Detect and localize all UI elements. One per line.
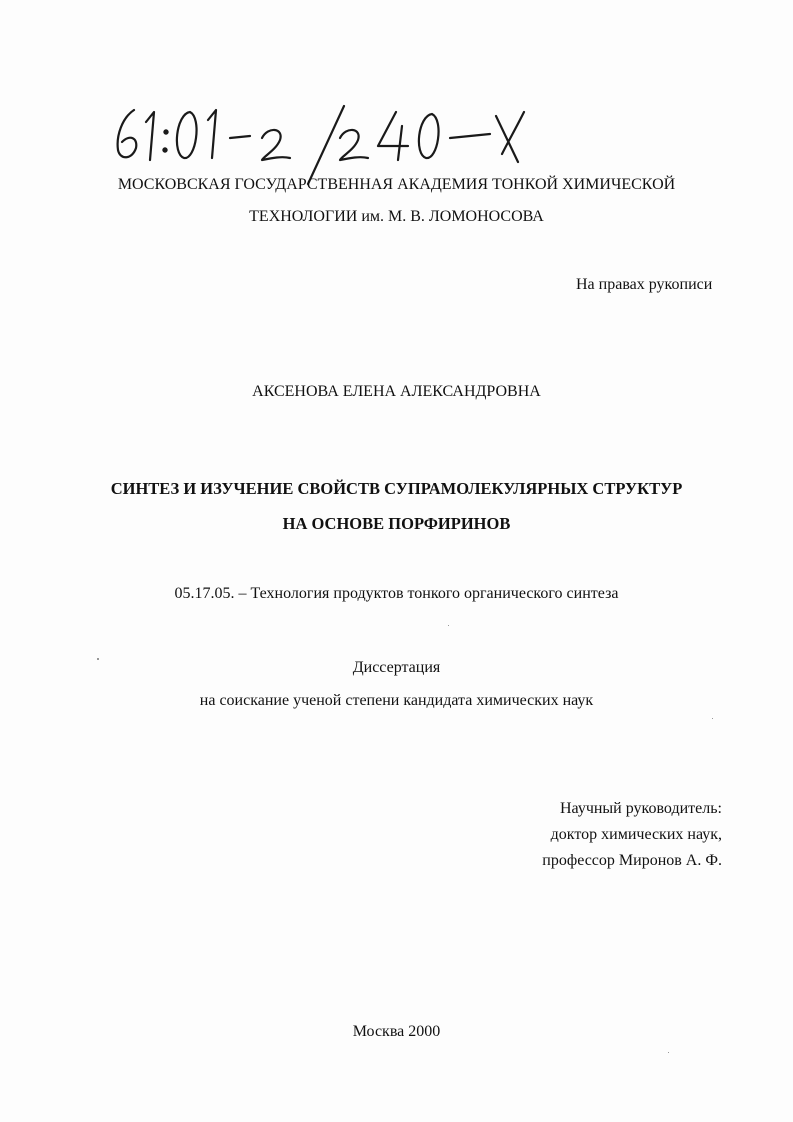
scan-speck [448, 625, 449, 626]
institution-line-2: ТЕХНОЛОГИИ им. М. В. ЛОМОНОСОВА [249, 208, 544, 225]
supervisor-degree: доктор химических наук, [550, 826, 722, 843]
supervisor-label: Научный руководитель: [559, 800, 722, 817]
specialty-code: 05.17.05. – Технология продуктов тонкого органического синтеза [174, 585, 619, 602]
scan-speck [668, 1052, 669, 1053]
supervisor-name: профессор Миронов А. Ф. [542, 852, 722, 869]
city-year: Москва 2000 [352, 1023, 441, 1040]
degree-description: на соискание ученой степени кандидата химических наук [199, 692, 594, 709]
scan-speck [97, 658, 99, 660]
thesis-title-line-2: НА ОСНОВЕ ПОРФИРИНОВ [282, 514, 511, 533]
institution-line-1: МОСКОВСКАЯ ГОСУДАРСТВЕННАЯ АКАДЕМИЯ ТОНКОЙ ХИМИЧЕСКОЙ [117, 176, 676, 193]
manuscript-note: На правах рукописи [576, 276, 713, 293]
author-name: АКСЕНОВА ЕЛЕНА АЛЕКСАНДРОВНА [252, 383, 541, 400]
thesis-title-line-1: СИНТЕЗ И ИЗУЧЕНИЕ СВОЙСТВ СУПРАМОЛЕКУЛЯРНЫХ СТРУКТУР [110, 479, 683, 498]
scan-speck [712, 718, 713, 719]
dissertation-label: Диссертация [352, 659, 441, 676]
